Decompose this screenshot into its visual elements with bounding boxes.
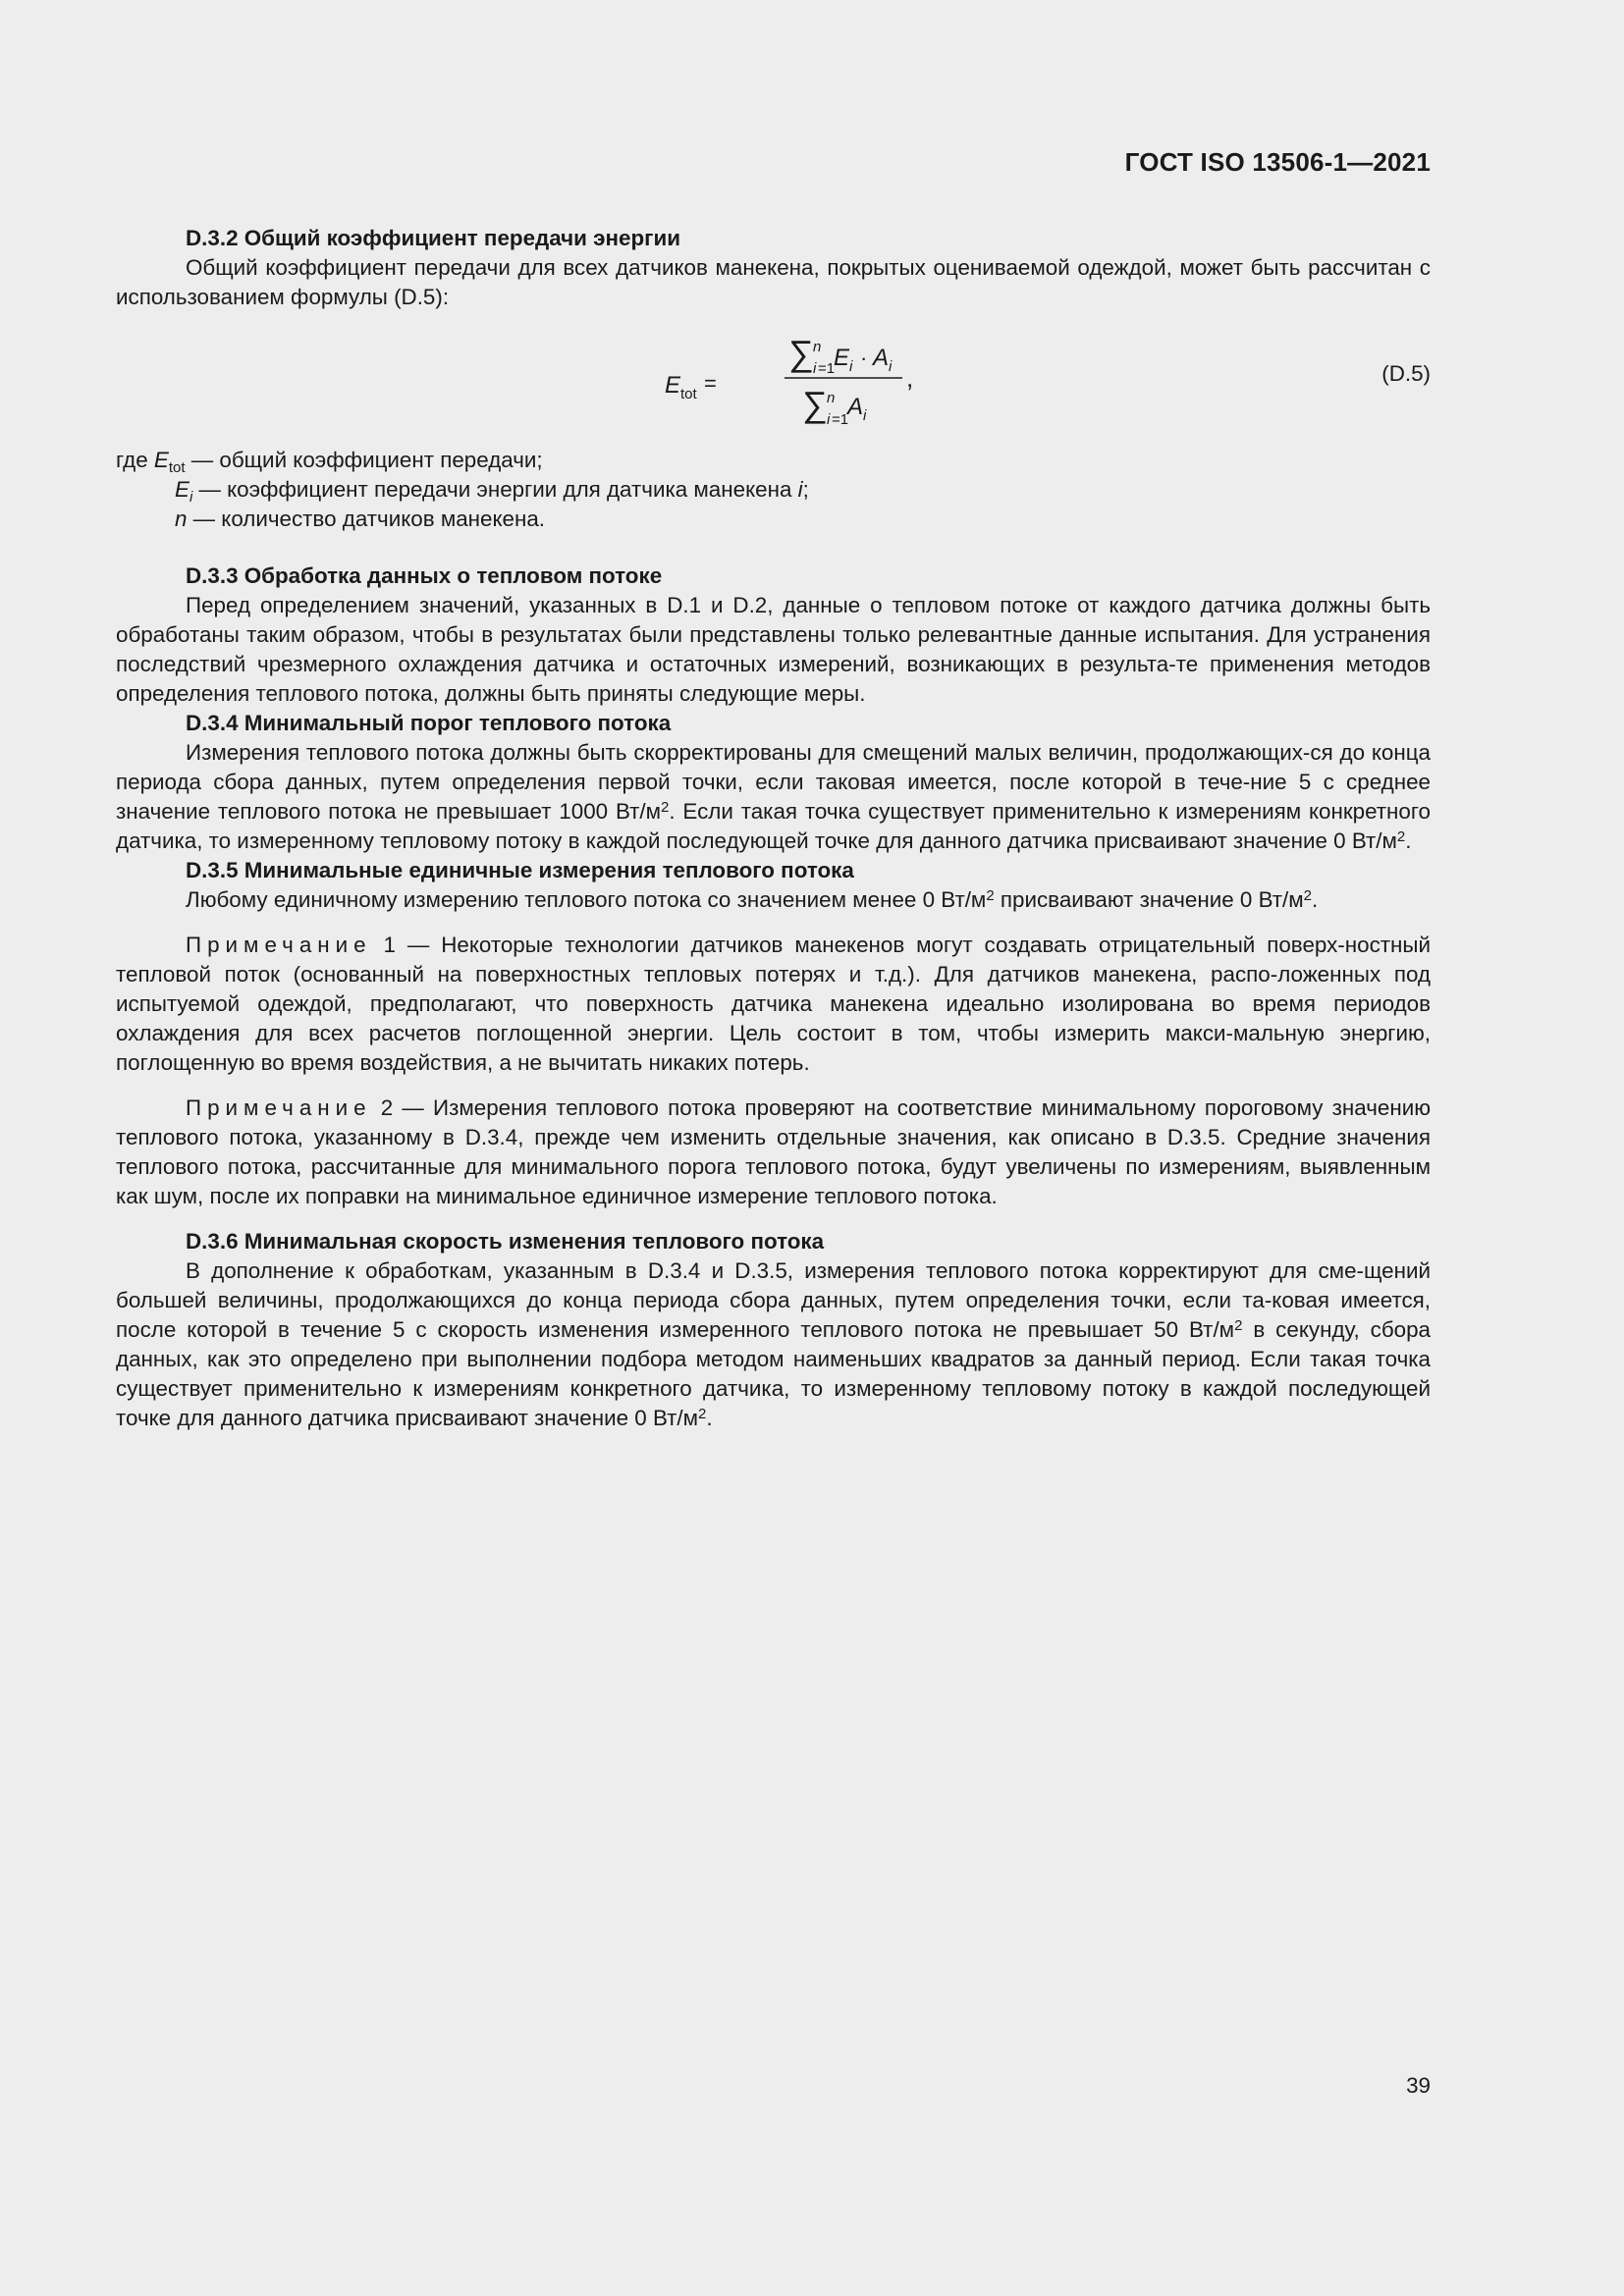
note-label: Примечание — [186, 1095, 372, 1120]
legend-text: ; — [802, 477, 809, 502]
formula-number: (D.5) — [1381, 361, 1431, 386]
superscript: 2 — [1303, 887, 1312, 904]
svg-text:∑: ∑ — [788, 333, 814, 373]
paragraph-d33: Перед определением значений, указанных в D.1 и D.2, данные о тепловом потоке от каждого датчика должны быть обработаны таким образом, чтобы в результатах были представлены только релевантные данные испытания. Для устранения последствий чрезмерного охлаждения датчика и остаточных измерений, возникающих в результа-те применения методов определения теплового потока, должны быть приняты следующие меры. — [116, 593, 1431, 706]
text-run: присваивают значение 0 Вт/м — [994, 887, 1304, 912]
formula-graphic — [661, 322, 1014, 432]
legend-prefix: где — [116, 448, 154, 472]
svg-text:A: A — [847, 394, 864, 420]
note-text: 1 — Некоторые технологии датчиков манекенов могут создавать отрицательный поверх-ностный тепловой поток (основанный на поверхностных тепловых потерях и т.д.). Для датчиков манекена, распо-ложенных под испытуемой одеждой, предполагают, что поверхность датчика манекена идеально изолирована во время периодов охлаждения для всех расчетов поглощенной энергии. Цель состоит в том, чтобы измерить макси-мальную энергию, поглощенную во время воздействия, а не вычитать никаких потерь. — [116, 933, 1431, 1075]
legend-sub: i — [189, 489, 193, 506]
text-run: Измерения теплового потока должны быть скорректированы для смещений малых величин, продолжающих-ся до конца периода сбора данных, путем определения первой точки, если таковая имеется, после которой в тече-ние 5 с среднее значение теплового потока не превышает 1000 Вт/м — [116, 740, 1431, 824]
formula-legend — [116, 446, 1431, 534]
section-heading-d32: D.3.2 Общий коэффициент передачи энергии — [186, 226, 680, 250]
note-label: Примечание — [186, 933, 372, 957]
formula-d5 — [116, 322, 1431, 432]
legend-var: E — [153, 448, 169, 472]
legend-row-n — [116, 505, 1431, 534]
section-heading-d36: D.3.6 Минимальная скорость изменения теплового потока — [186, 1229, 825, 1254]
svg-text:=: = — [704, 371, 717, 396]
superscript: 2 — [1396, 828, 1406, 845]
note-1 — [116, 931, 1431, 1078]
section-heading-d34: D.3.4 Минимальный порог теплового потока — [186, 711, 672, 735]
text-run: В дополнение к обработкам, указанным в D.3.4 и D.3.5, измерения теплового потока корректируют для сме-щений большей величины, продолжающихся до конца периода сбора данных, путем определения точки, если та-ковая имеется, после которой в течение 5 с скорость изменения измеренного теплового потока не превышает 50 Вт/м — [116, 1258, 1431, 1342]
legend-var: E — [175, 477, 189, 502]
svg-text:∑: ∑ — [802, 384, 828, 424]
text-run: Любому единичному измерению теплового потока со значением менее 0 Вт/м — [186, 887, 987, 912]
svg-text:A: A — [873, 345, 890, 371]
document-id: ГОСТ ISO 13506-1—2021 — [1124, 147, 1431, 177]
text-run: . — [1405, 828, 1412, 853]
section-heading-d35: D.3.5 Минимальные единичные измерения теплового потока — [186, 858, 854, 882]
svg-text:i: i — [827, 411, 831, 428]
text-run: . — [1311, 887, 1319, 912]
svg-text:,: , — [906, 363, 914, 393]
svg-text:=1: =1 — [818, 360, 836, 377]
superscript: 2 — [698, 1406, 707, 1422]
page-content — [116, 224, 1431, 1433]
svg-text:i: i — [863, 407, 867, 424]
superscript: 2 — [1234, 1317, 1243, 1334]
text-run: . — [706, 1406, 713, 1430]
paragraph-d35 — [116, 885, 1431, 915]
legend-var: i — [797, 477, 803, 502]
note-2 — [116, 1094, 1431, 1211]
svg-text:i: i — [849, 358, 853, 375]
legend-var: n — [175, 507, 188, 531]
section-heading-d33: D.3.3 Обработка данных о тепловом потоке — [186, 563, 663, 588]
legend-sub: tot — [168, 459, 186, 476]
page-number: 39 — [1406, 2073, 1431, 2098]
legend-text: — общий коэффициент передачи; — [185, 448, 543, 472]
superscript: 2 — [661, 799, 670, 816]
svg-text:tot: tot — [680, 386, 697, 402]
legend-row-etot — [116, 446, 1431, 475]
legend-row-ei — [116, 475, 1431, 505]
text-run: в секунду, сбора данных, как это определено при выполнении подбора методом наименьших квадратов за данный период. Если такая точка существует применительно к измерениям конкретного датчика, то измеренному тепловому потоку в каждой последующей точке для данного датчика присваивают значение 0 Вт/м — [116, 1317, 1431, 1430]
svg-text:=1: =1 — [832, 411, 849, 428]
note-text: 2 — Измерения теплового потока проверяют на соответствие минимальному пороговому значению теплового потока, указанному в D.3.4, прежде чем изменить отдельные значения, как описано в D.3.5. Средние значения теплового потока, рассчитанные для минимального порога теплового потока, будут увеличены по измерениям, выявленным как шум, после их поправки на минимальное единичное измерение теплового потока. — [116, 1095, 1431, 1208]
svg-text:i: i — [889, 358, 893, 375]
superscript: 2 — [986, 887, 995, 904]
paragraph-d34 — [116, 738, 1431, 856]
paragraph-d36 — [116, 1256, 1431, 1433]
legend-text: — количество датчиков манекена. — [187, 507, 546, 531]
svg-text:n: n — [827, 390, 836, 406]
svg-text:·: · — [860, 346, 868, 370]
svg-text:E: E — [665, 372, 681, 399]
legend-text: — коэффициент передачи энергии для датчика манекена — [192, 477, 798, 502]
svg-text:E: E — [834, 345, 850, 371]
svg-text:i: i — [813, 360, 817, 377]
text-run: . Если такая точка существует применительно к измерениям конкретного датчика, то измеренному тепловому потоку в каждой последующей точке для данного датчика присваивают значение 0 Вт/м — [116, 799, 1431, 853]
paragraph-d32: Общий коэффициент передачи для всех датчиков манекена, покрытых оцениваемой одеждой, может быть рассчитан с использованием формулы (D.5): — [116, 255, 1431, 309]
svg-text:n: n — [813, 339, 822, 355]
